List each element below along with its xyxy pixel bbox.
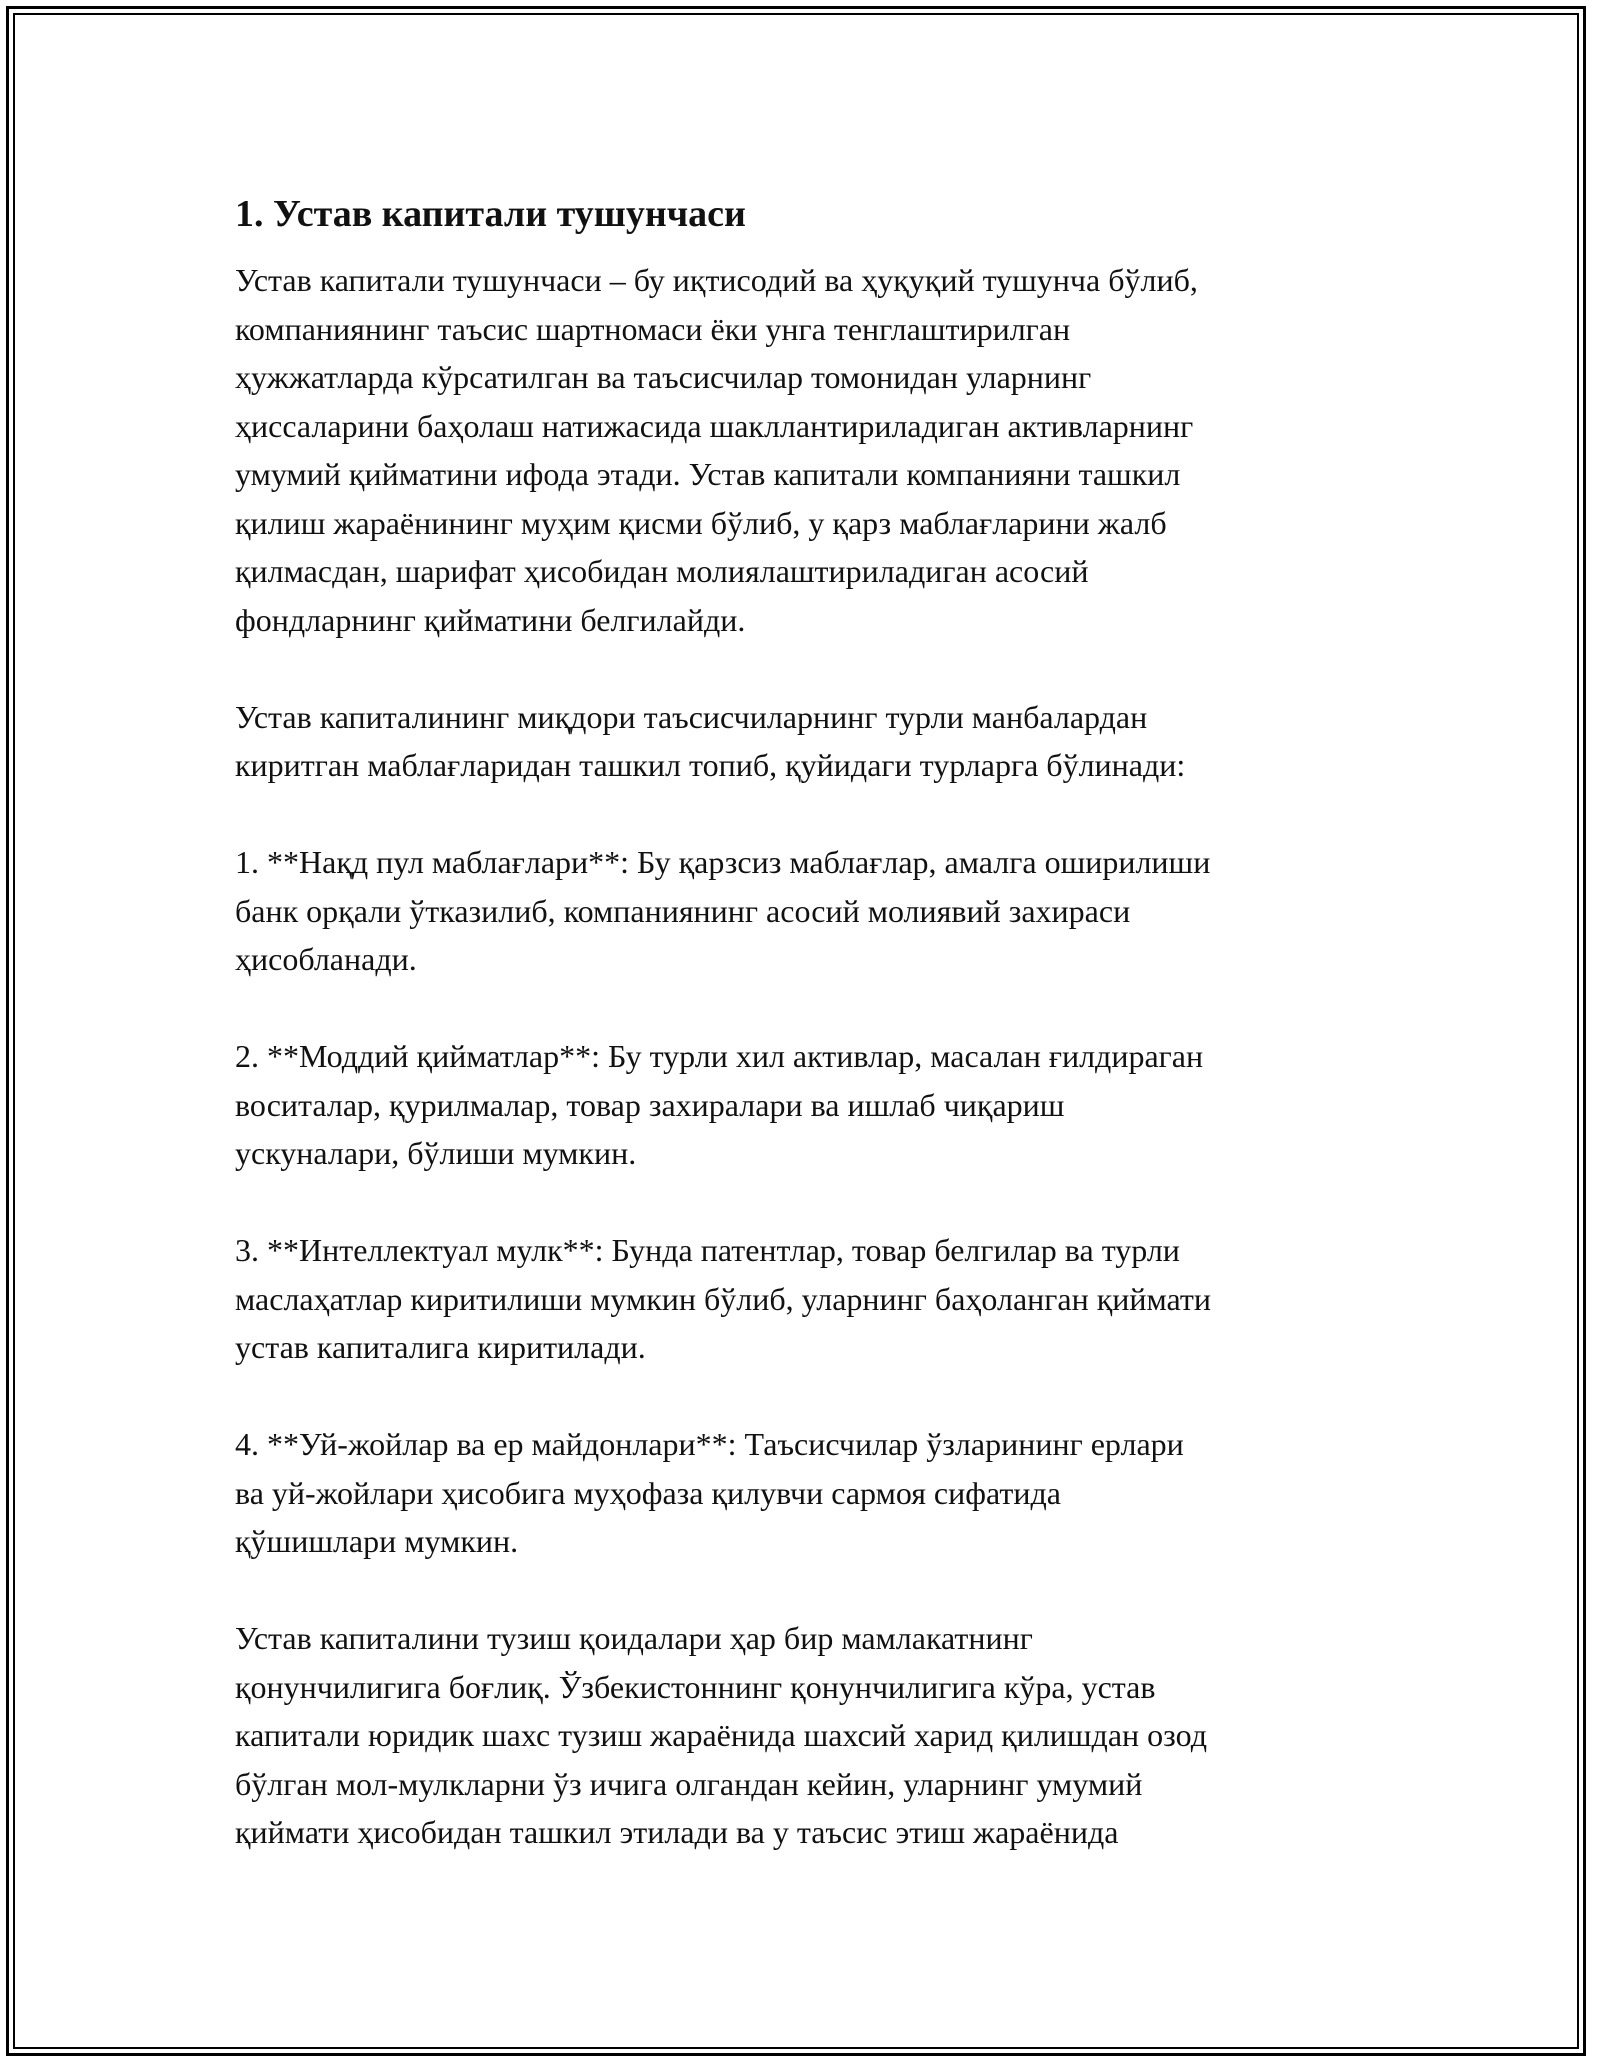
text-line: воситалар, қурилмалар, товар захиралари ва ишлаб чиқариш (235, 1086, 1065, 1123)
text-line: киритган маблағларидан ташкил топиб, қуйидаги турларга бўлинади: (235, 747, 1186, 783)
text-line: компаниянинг таъсис шартномаси ёки унга тенглаштирилган (235, 310, 1071, 347)
list-item-real-estate (235, 1420, 1375, 1566)
text-line: ҳисобланади. (235, 941, 417, 977)
text-line: Устав капиталини тузиш қоидалари ҳар бир мамлакатнинг (235, 1620, 1033, 1656)
text-line: фондларнинг қийматини белгилайди. (235, 601, 746, 638)
text-line: ва уй-жойлари ҳисобига муҳофаза қилувчи сармоя сифатида (235, 1474, 1061, 1511)
text-line: Устав капиталининг миқдори таъсисчиларнинг турли манбалардан (235, 698, 1148, 735)
text-line: ҳиссаларини баҳолаш натижасида шакллантириладиган активларнинг (235, 407, 1194, 444)
text-line: маслаҳатлар киритилиши мумкин бўлиб, уларнинг баҳоланган қиймати (235, 1280, 1212, 1317)
text-line: 4. **Уй-жойлар ва ер майдонлари**: Таъсисчилар ўзларининг ерлари (235, 1426, 1184, 1462)
text-line: банк орқали ўтказилиб, компаниянинг асосий молиявий захираси (235, 892, 1131, 929)
text-line: қонунчилигига боғлиқ. Ўзбекистоннинг қонунчилигига кўра, устав (235, 1668, 1156, 1705)
list-item-cash (235, 838, 1375, 984)
list-item-intellectual-property (235, 1226, 1375, 1372)
text-line: устав капиталига киритилади. (235, 1329, 646, 1365)
paragraph-types-intro (235, 693, 1375, 790)
document-title: 1. Устав капитали тушунчаси (235, 193, 746, 235)
text-line: қўшишлари мумкин. (235, 1523, 519, 1559)
text-line: қиймати ҳисобидан ташкил этилади ва у таъсис этиш жараёнида (235, 1814, 1119, 1850)
text-line: ҳужжатларда кўрсатилган ва таъсисчилар томонидан уларнинг (235, 359, 1092, 395)
text-line: ускуналари, бўлиши мумкин. (235, 1135, 637, 1171)
text-line: умумий қийматини ифода этади. Устав капитали компанияни ташкил (235, 456, 1181, 492)
paragraph-legislation (235, 1614, 1375, 1857)
text-line: бўлган мол-мулкларни ўз ичига олгандан кейин, уларнинг умумий (235, 1765, 1143, 1802)
text-line: 1. **Нақд пул маблағлари**: Бу қарзсиз маблағлар, амалга оширилиши (235, 844, 1211, 880)
text-line: қилиш жараёнининг муҳим қисми бўлиб, у қарз маблағларини жалб (235, 504, 1167, 541)
list-item-material-assets (235, 1032, 1375, 1178)
text-line: 3. **Интеллектуал мулк**: Бунда патентлар, товар белгилар ва турли (235, 1232, 1180, 1268)
document-body (235, 186, 1375, 1905)
text-line: 2. **Моддий қийматлар**: Бу турли хил активлар, масалан ғилдираган (235, 1038, 1204, 1074)
paragraph-definition (235, 256, 1375, 644)
text-line: Устав капитали тушунчаси – бу иқтисодий ва ҳуқуқий тушунча бўлиб, (235, 262, 1198, 298)
text-line: капитали юридик шахс тузиш жараёнида шахсий харид қилишдан озод (235, 1717, 1207, 1753)
text-line: қилмасдан, шарифат ҳисобидан молиялаштириладиган асосий (235, 553, 1089, 589)
